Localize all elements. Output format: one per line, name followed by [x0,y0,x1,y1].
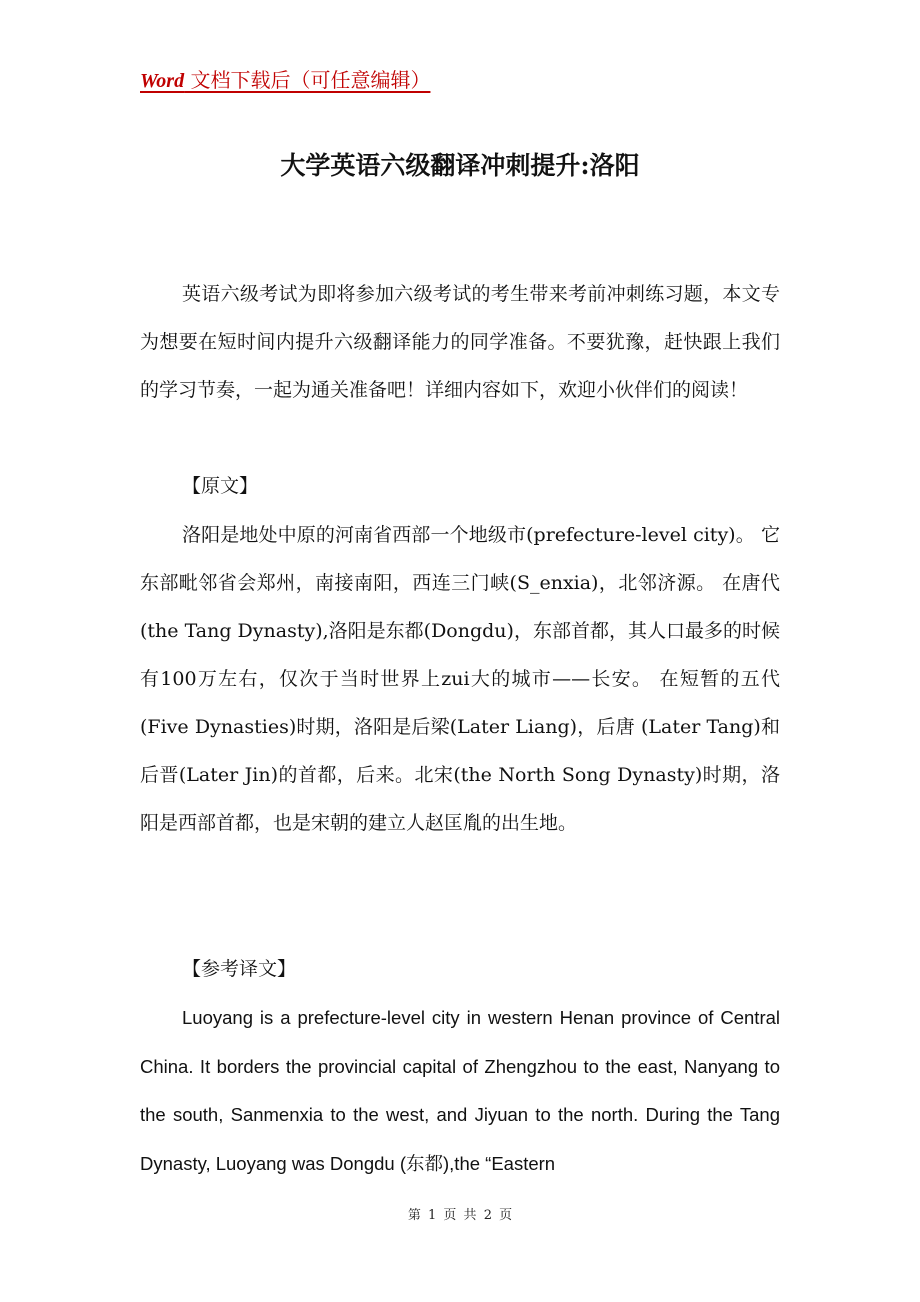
page-number-footer: 第 1 页 共 2 页 [407,1208,513,1223]
translation-section-label: 【参考译文】 [182,958,297,980]
page-title: 大学英语六级翻译冲刺提升:洛阳 [280,151,640,180]
intro-paragraph: 英语六级考试为即将参加六级考试的考生带来考前冲刺练习题，本文专为想要在短时间内提升六级翻译能力的同学准备。不要犹豫，赶快跟上我们的学习节奏，一起为通关准备吧！详细内容如下，欢迎小伙伴们的阅读！ [140,283,780,401]
header-rest-label: 文档下载后（可任意编辑） [184,68,431,92]
download-edit-link[interactable] [140,66,430,95]
original-section-label: 【原文】 [182,475,259,497]
original-text-paragraph: 洛阳是地处中原的河南省西部一个地级市(prefecture-level city)。 它东部毗邻省会郑州，南接南阳，西连三门峡(S_enxia)，北邻济源。 在唐代(the Tang Dynasty),洛阳是东都(Dongdu)，东部首都，其人口最多的时候有100万左右，仅次于当时世界上zui大的城市——长安。 在短暂的五代(Five Dynasties)时期，洛阳是后梁(Later Liang)，后唐 (Later Tang)和后晋(Later Jin)的首都，后来。北宋(the North Song Dynasty)时期，洛阳是西部首都，也是宋朝的建立人赵匡胤的出生地。 [140,524,780,834]
translation-paragraph: Luoyang is a prefecture-level city in western Henan province of Central China. It borders the provincial capital of Zhengzhou to the east, Nanyang to the south, Sanmenxia to the west, and Jiyuan to the north. During the Tang Dynasty, Luoyang was Dongdu (东都),the “Eastern [140,1007,780,1174]
header-word-label: Word [140,70,185,92]
